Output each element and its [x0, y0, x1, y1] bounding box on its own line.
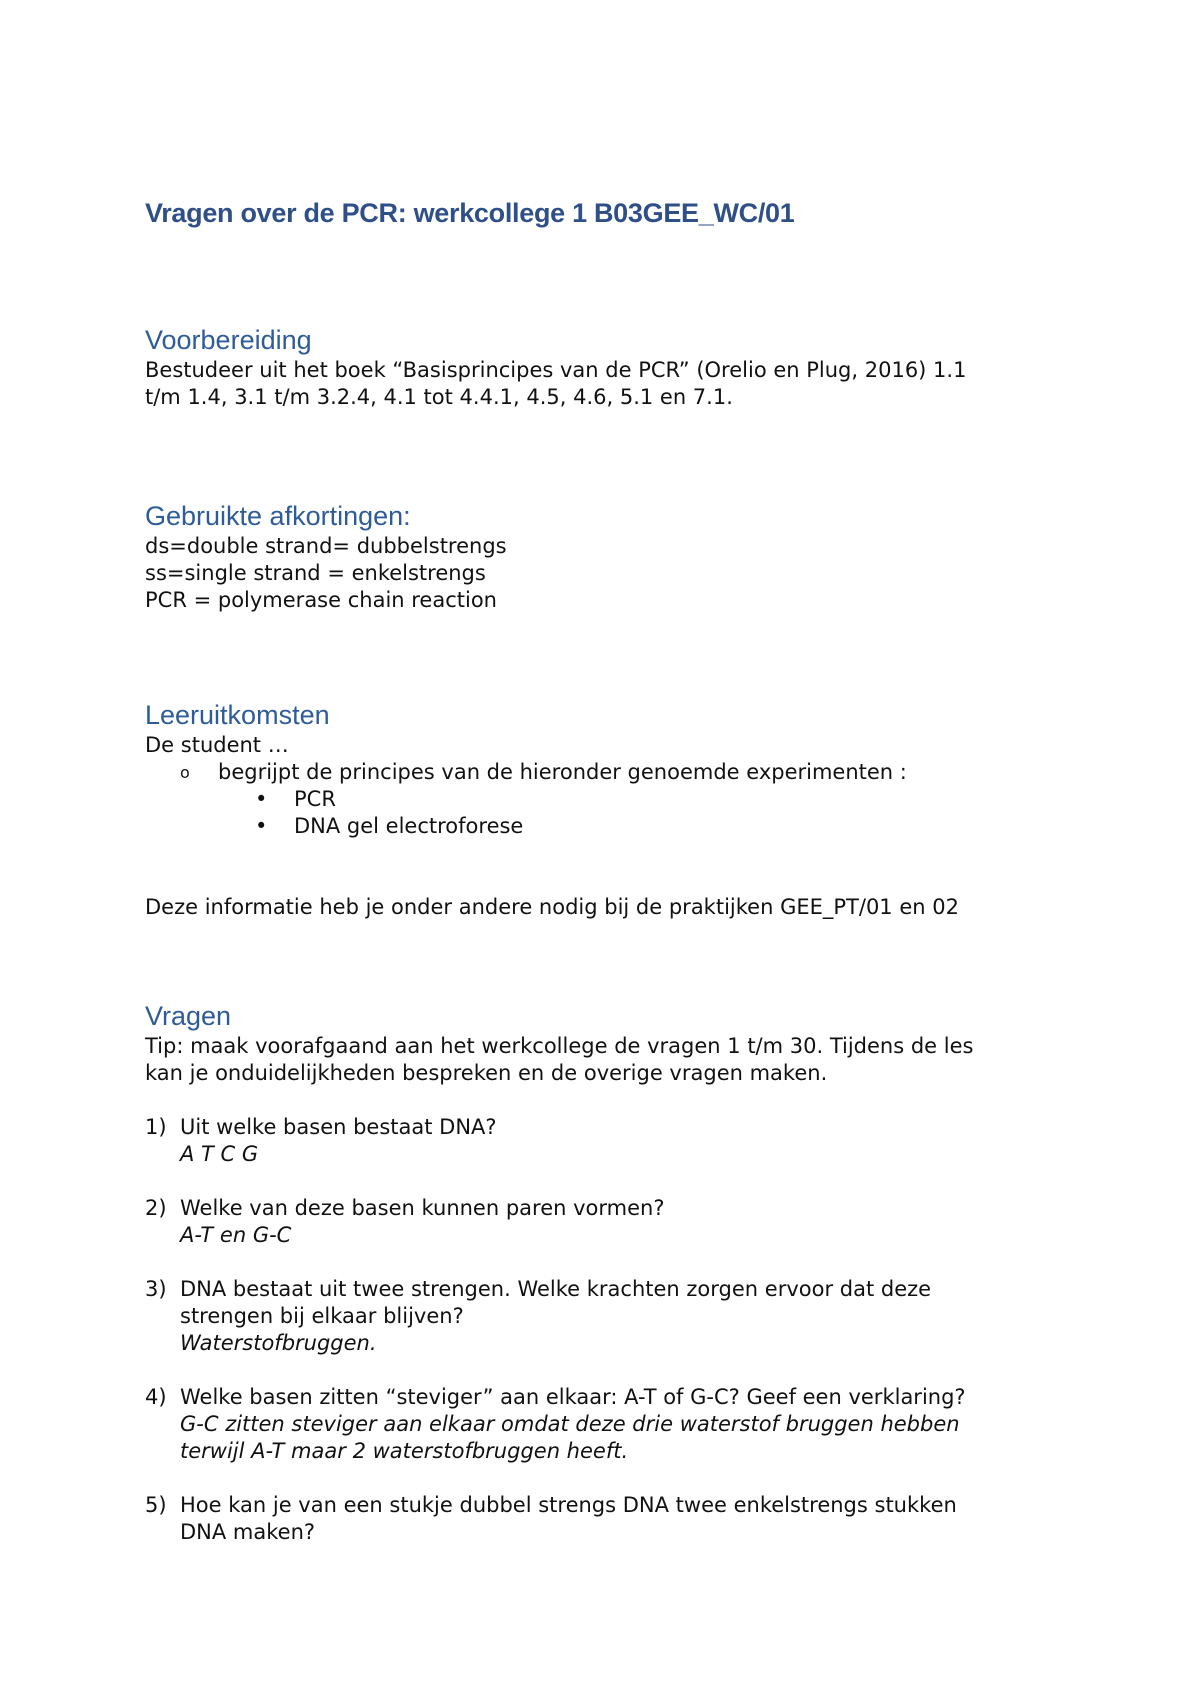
- document-content: [145, 195, 1045, 1546]
- experiment-item: [255, 813, 1045, 840]
- answer-text: A T C G: [180, 1142, 259, 1166]
- section-vragen: [145, 999, 1045, 1546]
- afkortingen-heading: Gebruikte afkortingen:: [145, 501, 411, 531]
- question-text: Hoe kan je van een stukje dubbel strengs DNA twee enkelstrengs stukken: [180, 1493, 957, 1517]
- answer-text: Waterstofbruggen.: [180, 1331, 377, 1355]
- question-text: strengen bij elkaar blijven?: [180, 1304, 464, 1328]
- section-afkortingen: [145, 499, 1045, 614]
- bullet-icon: •: [255, 814, 268, 838]
- question-text: Welke basen zitten “steviger” aan elkaar: A-T of G-C? Geef een verklaring?: [180, 1385, 966, 1409]
- leeruitkomsten-heading: Leeruitkomsten: [145, 700, 330, 730]
- praktijken-info: Deze informatie heb je onder andere nodig bij de praktijken GEE_PT/01 en 02: [145, 895, 959, 919]
- document-title: Vragen over de PCR: werkcollege 1 B03GEE_WC/01: [145, 198, 795, 228]
- question-text: Uit welke basen bestaat DNA?: [180, 1115, 497, 1139]
- question-item: [145, 1195, 1045, 1249]
- experiment-label: DNA gel electroforese: [294, 814, 524, 838]
- leeruitkomst-text: begrijpt de principes van de hieronder genoemde experimenten :: [218, 760, 907, 784]
- question-item: [145, 1276, 1045, 1357]
- question-item: [145, 1114, 1045, 1168]
- experiment-label: PCR: [294, 787, 336, 811]
- bullet-icon: •: [255, 787, 268, 811]
- question-number: 4): [145, 1385, 167, 1409]
- question-number: 2): [145, 1196, 167, 1220]
- afkorting-item: ss=single strand = enkelstrengs: [145, 561, 486, 585]
- question-item: [145, 1492, 1045, 1546]
- question-text: Welke van deze basen kunnen paren vormen?: [180, 1196, 665, 1220]
- afkorting-item: PCR = polymerase chain reaction: [145, 588, 497, 612]
- voorbereiding-line-2: t/m 1.4, 3.1 t/m 3.2.4, 4.1 tot 4.4.1, 4.5, 4.6, 5.1 en 7.1.: [145, 385, 733, 409]
- voorbereiding-heading: Voorbereiding: [145, 325, 312, 355]
- question-item: [145, 1384, 1045, 1465]
- answer-text: A-T en G-C: [180, 1223, 292, 1247]
- answer-text: terwijl A-T maar 2 waterstofbruggen heeft.: [180, 1439, 629, 1463]
- question-text: DNA maken?: [180, 1520, 316, 1544]
- question-number: 5): [145, 1493, 167, 1517]
- vragen-heading: Vragen: [145, 1001, 232, 1031]
- section-voorbereiding: [145, 323, 1045, 411]
- question-text: DNA bestaat uit twee strengen. Welke krachten zorgen ervoor dat deze: [180, 1277, 932, 1301]
- afkorting-item: ds=double strand= dubbelstrengs: [145, 534, 507, 558]
- tip-line-2: kan je onduidelijkheden bespreken en de overige vragen maken.: [145, 1061, 828, 1085]
- tip-line-1: Tip: maak voorafgaand aan het werkcollege de vragen 1 t/m 30. Tijdens de les: [145, 1034, 974, 1058]
- circle-bullet-icon: o: [180, 763, 190, 782]
- experiment-item: [255, 786, 1045, 813]
- answer-text: G-C zitten steviger aan elkaar omdat deze drie waterstof bruggen hebben: [180, 1412, 960, 1436]
- leeruitkomsten-intro: De student …: [145, 733, 289, 757]
- question-number: 1): [145, 1115, 167, 1139]
- leeruitkomst-item: [180, 759, 1045, 786]
- question-number: 3): [145, 1277, 167, 1301]
- voorbereiding-line-1: Bestudeer uit het boek “Basisprincipes van de PCR” (Orelio en Plug, 2016) 1.1: [145, 358, 967, 382]
- section-leeruitkomsten: [145, 698, 1045, 921]
